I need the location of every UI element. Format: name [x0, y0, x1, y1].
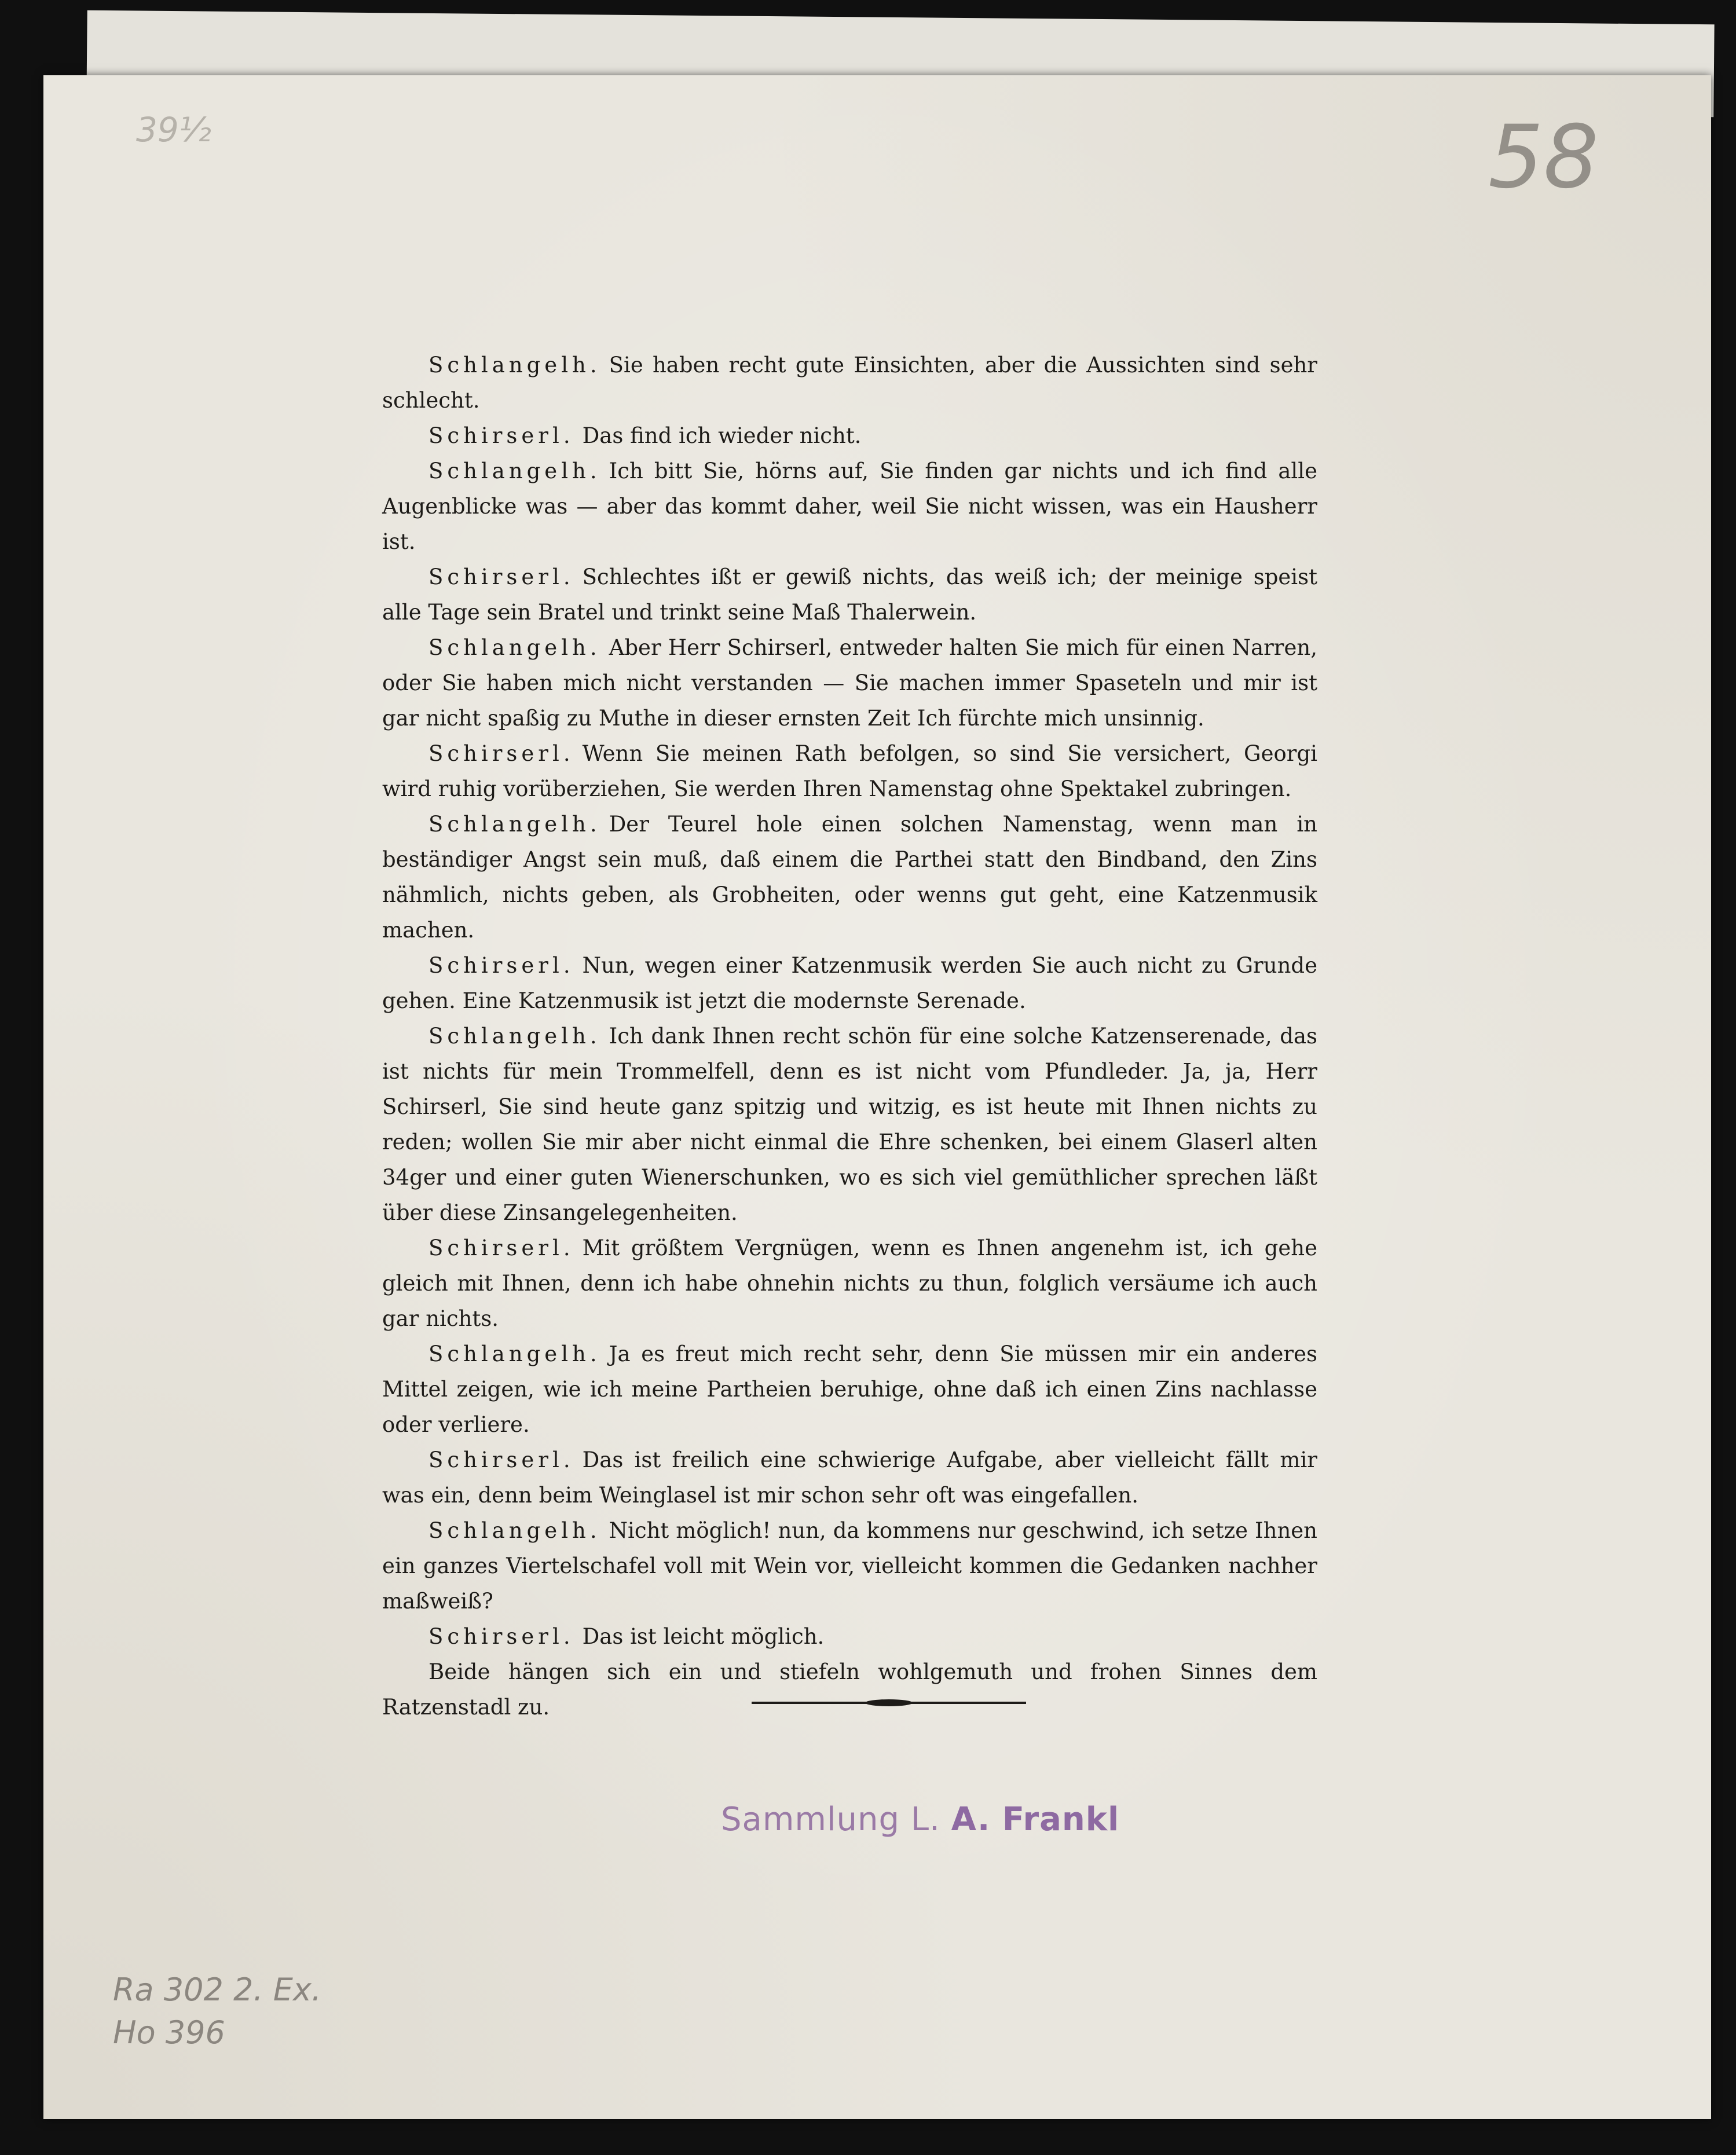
speaker-name: Schirserl.: [428, 1447, 574, 1472]
rule-ornament: [865, 1699, 913, 1706]
collection-stamp: [721, 1801, 1119, 1838]
shelfmark-line-2: Ho 396: [113, 2014, 225, 2051]
paragraph: [382, 948, 1317, 1018]
paragraph: [382, 1018, 1317, 1230]
speaker-name: Schirserl.: [428, 741, 574, 766]
paragraph-text: Schlechtes ißt er gewiß nichts, das weiß ich; der meinige speist alle Tage sein Bratel und trinkt seine Maß Thalerwein.: [382, 565, 1317, 625]
speaker-name: Schlangelh.: [428, 1342, 601, 1366]
paragraph-text: Der Teurel hole einen solchen Namenstag, wenn man in beständiger Angst sein muß, daß einem die Parthei statt den Bindband, den Zins nähmlich, nichts geben, als Grobheiten, oder wenns gut geht, eine Katzenmusik machen.: [382, 812, 1317, 943]
paragraph-text: Sie haben recht gute Einsichten, aber die Aussichten sind sehr schlecht.: [382, 353, 1317, 413]
paragraph-text: Nun, wegen einer Katzenmusik werden Sie auch nicht zu Grunde gehen. Eine Katzenmusik ist jetzt die modernste Serenade.: [382, 953, 1317, 1013]
speaker-name: Schirserl.: [428, 1236, 574, 1260]
paragraph-text: Wenn Sie meinen Rath befolgen, so sind Sie versichert, Georgi wird ruhig vorüberziehen, Sie werden Ihren Namenstag ohne Spektakel zubringen.: [382, 741, 1317, 801]
speaker-name: Schlangelh.: [428, 1518, 601, 1543]
paragraph-text: Nicht möglich! nun, da kommens nur geschwind, ich setze Ihnen ein ganzes Viertelschafel voll mit Wein vor, vielleicht kommen die Gedanken nachher maßweiß?: [382, 1518, 1317, 1614]
paragraph: [382, 1336, 1317, 1442]
pencil-folio-number: 58: [1488, 107, 1599, 208]
stamp-text-part2: A. Frankl: [951, 1801, 1120, 1838]
paragraph-text: Das ist leicht möglich.: [582, 1624, 825, 1649]
stage-direction: [382, 1654, 1317, 1725]
paragraph-text: Das find ich wieder nicht.: [582, 423, 862, 448]
dialogue-text: [382, 347, 1317, 1725]
stage-direction-text: Beide hängen sich ein und stiefeln wohlgemuth und frohen Sinnes dem Ratzenstadl zu.: [382, 1659, 1317, 1720]
paragraph: [382, 347, 1317, 418]
speaker-name: Schirserl.: [428, 1624, 574, 1649]
paragraph-text: Das ist freilich eine schwierige Aufgabe, aber vielleicht fällt mir was ein, denn beim Weinglasel ist mir schon sehr oft was eingefallen.: [382, 1447, 1317, 1508]
paragraph: [382, 1230, 1317, 1336]
pencil-note-top-left: 39½: [136, 110, 212, 149]
paragraph: [382, 630, 1317, 736]
speaker-name: Schirserl.: [428, 565, 574, 589]
paragraph: [382, 1513, 1317, 1619]
speaker-name: Schirserl.: [428, 953, 574, 978]
speaker-name: Schlangelh.: [428, 459, 601, 483]
paragraph-text: Mit größtem Vergnügen, wenn es Ihnen angenehm ist, ich gehe gleich mit Ihnen, denn ich habe ohnehin nichts zu thun, folglich versäume ich auch gar nichts.: [382, 1236, 1317, 1331]
speaker-name: Schlangelh.: [428, 1024, 601, 1049]
rule-right: [910, 1702, 1026, 1704]
speaker-name: Schlangelh.: [428, 635, 601, 660]
paragraph: [382, 807, 1317, 948]
paragraph-text: Ich dank Ihnen recht schön für eine solche Katzenserenade, das ist nichts für mein Trommelfell, denn es ist nicht vom Pfundleder. Ja, ja, Herr Schirserl, Sie sind heute ganz spitzig und witzig, es ist heute mit Ihnen nichts zu reden; wollen Sie mir aber nicht einmal die Ehre schenken, bei einem Glaserl alten 34ger und einer guten Wienerschunken, wo es sich viel gemüthlicher sprechen läßt über diese Zinsangelegenheiten.: [382, 1024, 1317, 1225]
paragraph: [382, 418, 1317, 453]
pencil-shelfmark: [113, 1969, 321, 2054]
rule-left: [752, 1702, 867, 1704]
paragraph: [382, 1442, 1317, 1513]
paragraph: [382, 736, 1317, 807]
stamp-text-part1: Sammlung L.: [721, 1801, 951, 1838]
speaker-name: Schirserl.: [428, 423, 574, 448]
speaker-name: Schlangelh.: [428, 812, 601, 837]
paragraph: [382, 453, 1317, 559]
paragraph: [382, 559, 1317, 630]
paragraph-text: Ja es freut mich recht sehr, denn Sie müssen mir ein anderes Mittel zeigen, wie ich meine Partheien beruhige, ohne daß ich einen Zins nachlasse oder verliere.: [382, 1342, 1317, 1437]
shelfmark-line-1: Ra 302 2. Ex.: [113, 1971, 321, 2008]
speaker-name: Schlangelh.: [428, 353, 601, 378]
paragraph: [382, 1619, 1317, 1654]
paragraph-text: Ich bitt Sie, hörns auf, Sie finden gar nichts und ich find alle Augenblicke was — aber das kommt daher, weil Sie nicht wissen, was ein Hausherr ist.: [382, 459, 1317, 554]
paragraph-text: Aber Herr Schirserl, entweder halten Sie mich für einen Narren, oder Sie haben mich nicht verstanden — Sie machen immer Spaseteln und mir ist gar nicht spaßig zu Muthe in dieser ernsten Zeit Ich fürchte mich unsinnig.: [382, 635, 1317, 731]
ornamental-rule: [752, 1699, 1026, 1705]
